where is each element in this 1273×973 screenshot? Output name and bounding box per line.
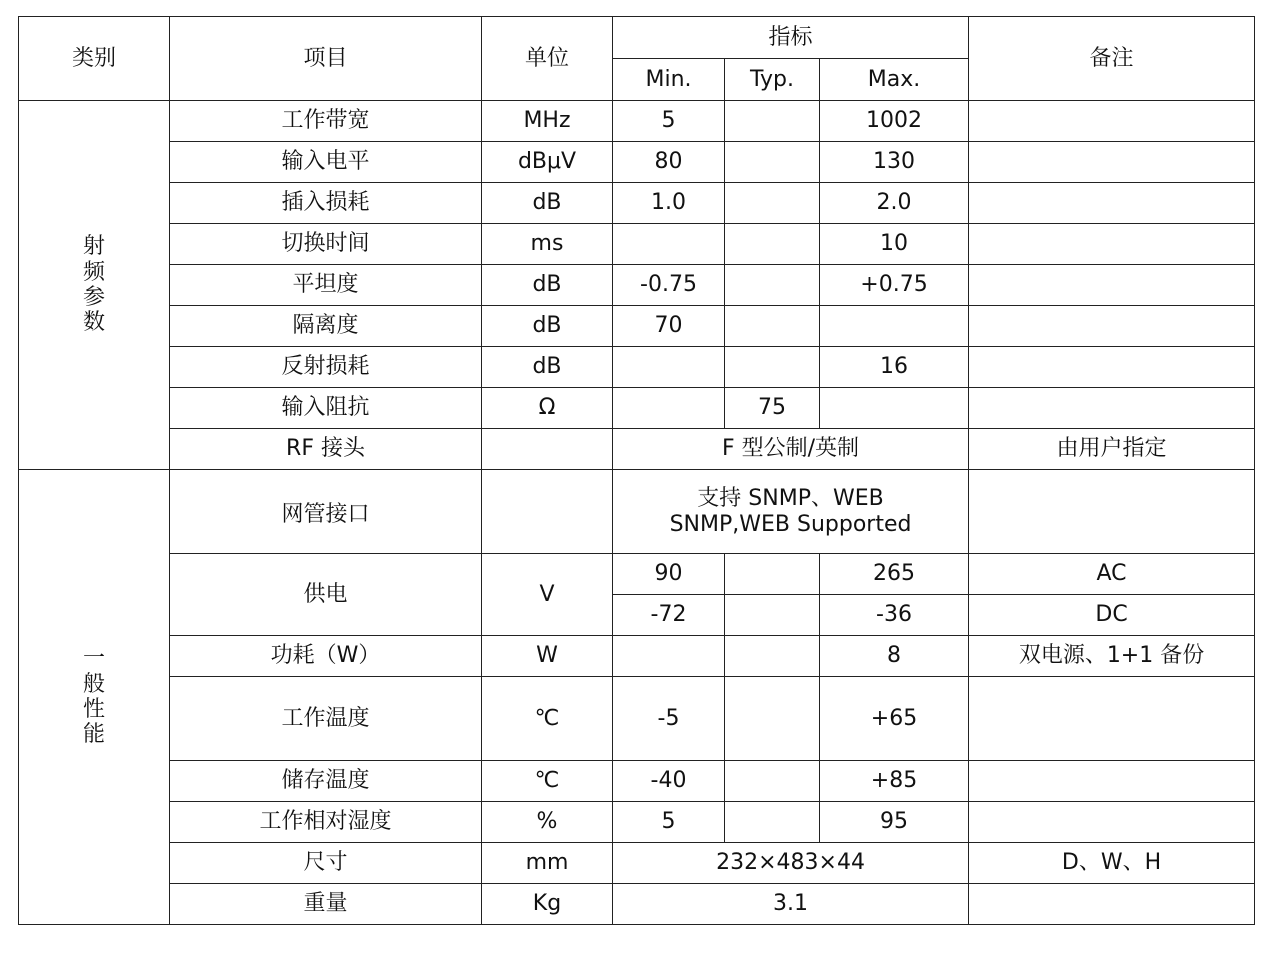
row-remark [969, 183, 1255, 224]
row-max [820, 306, 969, 347]
row-item: 重量 [170, 884, 482, 925]
row-typ [725, 636, 820, 677]
row-typ [725, 761, 820, 802]
row-item: 平坦度 [170, 265, 482, 306]
row-unit: % [482, 802, 613, 843]
row-max: +85 [820, 761, 969, 802]
row-unit [482, 470, 613, 554]
table-row [19, 306, 1255, 347]
row-remark [969, 761, 1255, 802]
row-unit: V [482, 554, 613, 636]
row-unit: ℃ [482, 761, 613, 802]
row-typ [725, 554, 820, 595]
table-row [19, 554, 1255, 595]
table-row [19, 429, 1255, 470]
row-typ [725, 265, 820, 306]
table-row [19, 843, 1255, 884]
row-remark [969, 347, 1255, 388]
row-remark [969, 306, 1255, 347]
table-row [19, 347, 1255, 388]
row-item: 反射损耗 [170, 347, 482, 388]
row-item: 工作带宽 [170, 101, 482, 142]
row-min [613, 347, 725, 388]
row-min: 1.0 [613, 183, 725, 224]
table-row [19, 183, 1255, 224]
row-remark: AC [969, 554, 1255, 595]
table-row [19, 470, 1255, 554]
row-typ [725, 183, 820, 224]
row-unit: Kg [482, 884, 613, 925]
table-row [19, 224, 1255, 265]
table-row [19, 802, 1255, 843]
row-item: 储存温度 [170, 761, 482, 802]
header-unit: 单位 [482, 17, 613, 101]
row-max: 1002 [820, 101, 969, 142]
row-min: -0.75 [613, 265, 725, 306]
row-item: 输入阻抗 [170, 388, 482, 429]
row-typ [725, 306, 820, 347]
row-remark [969, 802, 1255, 843]
row-unit [482, 429, 613, 470]
row-max: 10 [820, 224, 969, 265]
row-min: 70 [613, 306, 725, 347]
spec-table [18, 16, 1255, 925]
row-min [613, 636, 725, 677]
header-indicator: 指标 [613, 17, 969, 59]
table-row [19, 265, 1255, 306]
header-item: 项目 [170, 17, 482, 101]
group-general-label: 一 般 性 能 [19, 470, 170, 925]
row-item: 插入损耗 [170, 183, 482, 224]
row-item: 尺寸 [170, 843, 482, 884]
table-row [19, 884, 1255, 925]
header-remark: 备注 [969, 17, 1255, 101]
table-row [19, 388, 1255, 429]
row-max: 8 [820, 636, 969, 677]
row-remark [969, 142, 1255, 183]
row-unit: dB [482, 306, 613, 347]
row-value: 232×483×44 [613, 843, 969, 884]
row-min: -72 [613, 595, 725, 636]
row-max: +0.75 [820, 265, 969, 306]
row-typ [725, 595, 820, 636]
row-min: 90 [613, 554, 725, 595]
row-value: 支持 SNMP、WEB SNMP,WEB Supported [613, 470, 969, 554]
table-row [19, 142, 1255, 183]
row-typ [725, 224, 820, 265]
row-item: 切换时间 [170, 224, 482, 265]
row-remark: 双电源、1+1 备份 [969, 636, 1255, 677]
row-max: 16 [820, 347, 969, 388]
table-row [19, 636, 1255, 677]
row-remark [969, 677, 1255, 761]
row-item: RF 接头 [170, 429, 482, 470]
row-remark [969, 224, 1255, 265]
row-max: 130 [820, 142, 969, 183]
row-remark [969, 388, 1255, 429]
row-min: -5 [613, 677, 725, 761]
row-remark: 由用户指定 [969, 429, 1255, 470]
row-item: 工作相对湿度 [170, 802, 482, 843]
row-unit: dB [482, 183, 613, 224]
row-typ [725, 101, 820, 142]
row-unit: dB [482, 347, 613, 388]
row-remark [969, 101, 1255, 142]
row-typ [725, 802, 820, 843]
group-rf-label: 射 频 参 数 [19, 101, 170, 470]
row-item: 网管接口 [170, 470, 482, 554]
row-typ [725, 677, 820, 761]
row-value: F 型公制/英制 [613, 429, 969, 470]
row-unit: Ω [482, 388, 613, 429]
header-row [19, 17, 1255, 59]
row-min: 5 [613, 802, 725, 843]
header-min: Min. [613, 59, 725, 101]
row-remark [969, 470, 1255, 554]
row-unit: dBμV [482, 142, 613, 183]
row-remark: DC [969, 595, 1255, 636]
row-item: 功耗（W） [170, 636, 482, 677]
header-max: Max. [820, 59, 969, 101]
header-typ: Typ. [725, 59, 820, 101]
row-item: 工作温度 [170, 677, 482, 761]
row-remark [969, 884, 1255, 925]
row-remark: D、W、H [969, 843, 1255, 884]
row-max: 265 [820, 554, 969, 595]
row-unit: mm [482, 843, 613, 884]
table-row [19, 677, 1255, 761]
row-max [820, 388, 969, 429]
row-unit: dB [482, 265, 613, 306]
row-min [613, 224, 725, 265]
row-unit: W [482, 636, 613, 677]
row-typ [725, 347, 820, 388]
row-min: -40 [613, 761, 725, 802]
row-item: 隔离度 [170, 306, 482, 347]
row-unit: ℃ [482, 677, 613, 761]
row-min [613, 388, 725, 429]
row-max: 2.0 [820, 183, 969, 224]
row-max: 95 [820, 802, 969, 843]
row-item: 供电 [170, 554, 482, 636]
row-item: 输入电平 [170, 142, 482, 183]
row-value: 3.1 [613, 884, 969, 925]
row-min: 5 [613, 101, 725, 142]
table-row [19, 101, 1255, 142]
row-typ: 75 [725, 388, 820, 429]
row-min: 80 [613, 142, 725, 183]
table-row [19, 761, 1255, 802]
header-category: 类别 [19, 17, 170, 101]
row-unit: MHz [482, 101, 613, 142]
row-max: -36 [820, 595, 969, 636]
row-max: +65 [820, 677, 969, 761]
row-remark [969, 265, 1255, 306]
row-unit: ms [482, 224, 613, 265]
row-typ [725, 142, 820, 183]
